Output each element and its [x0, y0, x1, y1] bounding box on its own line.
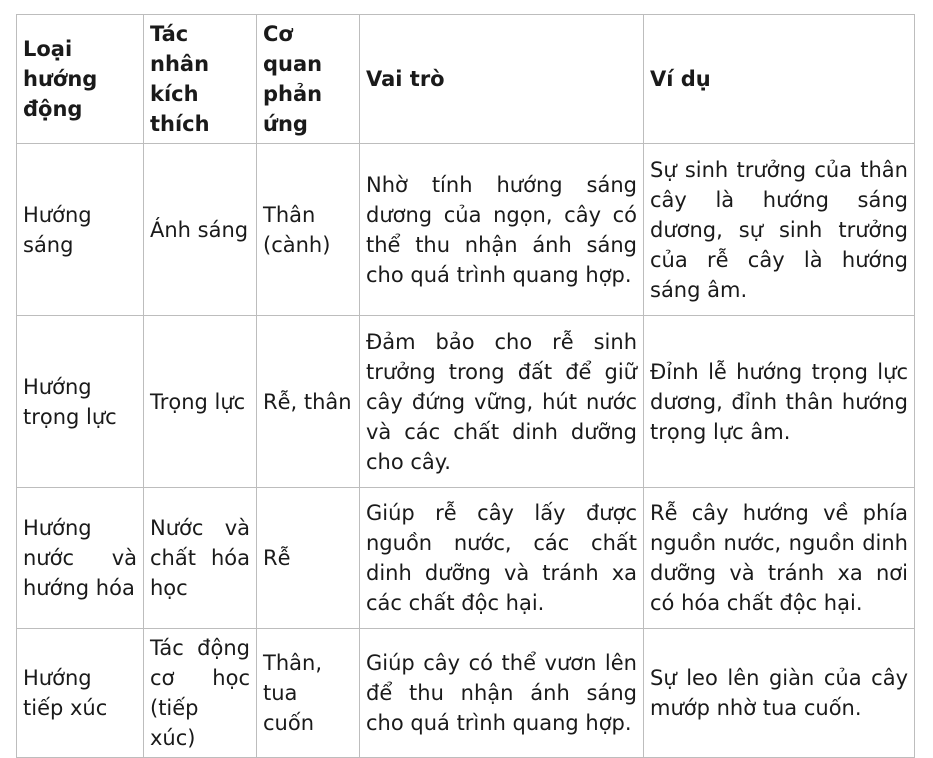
cell-type: Hướng trọng lực: [17, 316, 144, 488]
header-role: Vai trò: [360, 15, 644, 144]
header-row: [17, 15, 915, 144]
cell-organ: Thân, tua cuốn: [257, 629, 360, 758]
cell-type: Hướng tiếp xúc: [17, 629, 144, 758]
cell-example: Sự leo lên giàn của cây mướp nhờ tua cuốn.: [644, 629, 915, 758]
cell-role: Nhờ tính hướng sáng dương của ngọn, cây có thể thu nhận ánh sáng cho quá trình quang hợp.: [360, 144, 644, 316]
header-example: Ví dụ: [644, 15, 915, 144]
cell-organ: Thân (cành): [257, 144, 360, 316]
cell-role: Giúp rễ cây lấy được nguồn nước, các chất dinh dưỡng và tránh xa các chất độc hại.: [360, 488, 644, 629]
table-row: [17, 144, 915, 316]
tropism-table: [16, 14, 915, 758]
cell-stimulus: Nước và chất hóa học: [144, 488, 257, 629]
table-row: [17, 316, 915, 488]
cell-type: Hướng nước và hướng hóa: [17, 488, 144, 629]
header-stimulus: Tác nhân kích thích: [144, 15, 257, 144]
cell-stimulus: Tác động cơ học (tiếp xúc): [144, 629, 257, 758]
cell-stimulus: Ánh sáng: [144, 144, 257, 316]
cell-stimulus: Trọng lực: [144, 316, 257, 488]
cell-example: Đỉnh lễ hướng trọng lực dương, đỉnh thân hướng trọng lực âm.: [644, 316, 915, 488]
header-type: Loại hướng động: [17, 15, 144, 144]
table-row: [17, 629, 915, 758]
cell-role: Đảm bảo cho rễ sinh trưởng trong đất để giữ cây đứng vững, hút nước và các chất dinh dưỡng cho cây.: [360, 316, 644, 488]
cell-example: Rễ cây hướng về phía nguồn nước, nguồn dinh dưỡng và tránh xa nơi có hóa chất độc hại.: [644, 488, 915, 629]
cell-type: Hướng sáng: [17, 144, 144, 316]
table-row: [17, 488, 915, 629]
cell-example: Sự sinh trưởng của thân cây là hướng sáng dương, sự sinh trưởng của rễ cây là hướng sáng âm.: [644, 144, 915, 316]
header-organ: Cơ quan phản ứng: [257, 15, 360, 144]
cell-role: Giúp cây có thể vươn lên để thu nhận ánh sáng cho quá trình quang hợp.: [360, 629, 644, 758]
cell-organ: Rễ, thân: [257, 316, 360, 488]
cell-organ: Rễ: [257, 488, 360, 629]
